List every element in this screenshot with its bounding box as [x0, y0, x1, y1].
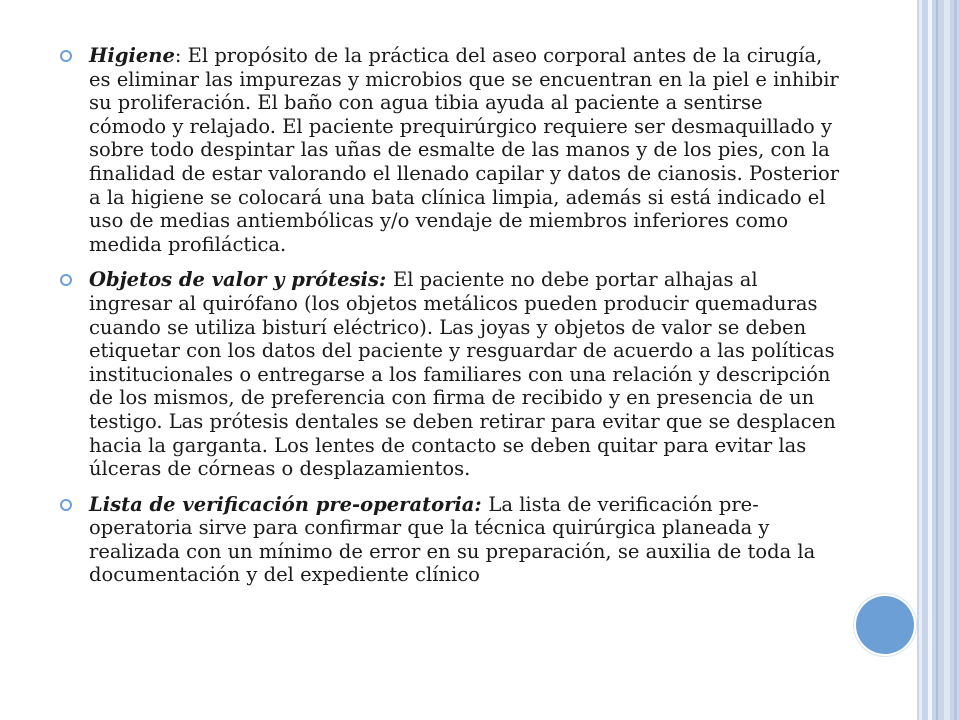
term-label: Lista de verificación pre-operatoria — [89, 492, 475, 516]
bullet-ring-icon — [60, 499, 72, 511]
bullet-item-higiene — [60, 44, 840, 256]
slide-body — [60, 44, 840, 599]
decorative-circle — [856, 596, 914, 654]
frame-stripe — [936, 0, 938, 720]
item-text: El paciente no debe portar alhajas al ingresar al quirófano (los objetos metálicos pueden producir quemaduras cuando se utiliza bisturí eléctrico). Las joyas y objetos de valor se deben etiquetar con los datos del paciente y resguardar de acuerdo a las políticas institucionales o entregarse a los familiares con una relación y descripción de los mismos, de preferencia con firma de recibido y en presencia de un testigo. Las prótesis dentales se deben retirar para evitar que se desplacen hacia la garganta. Los lentes de contacto se deben quitar para evitar las úlceras de córneas o desplazamientos. — [89, 268, 836, 481]
item-text: El propósito de la práctica del aseo corporal antes de la cirugía, es eliminar las impurezas y microbios que se encuentran en la piel e inhibir su proliferación. El baño con agua tibia ayuda al paciente a sentirse cómodo y relajado. El paciente prequirúrgico requiere ser desmaquillado y sobre todo despintar las uñas de esmalte de las manos y de los pies, con la finalidad de estar valorando el llenado capilar y datos de cianosis. Posterior a la higiene se colocará una bata clínica limpia, además si está indicado el uso de medias antiembólicas y/o vendaje de miembros inferiores como medida profiláctica. — [89, 44, 840, 256]
frame-stripe — [954, 0, 957, 720]
item-text: La lista de verificación pre-operatoria sirve para confirmar que la técnica quirúrgica planeada y realizada con un mínimo de error en su preparación, se auxilia de toda la documentación y del expediente clínico — [89, 492, 816, 587]
term-label: Objetos de valor y prótesis — [89, 268, 379, 292]
term-separator: : — [474, 492, 489, 516]
bullet-ring-icon — [60, 50, 72, 62]
frame-stripe — [919, 0, 922, 720]
term-separator: : — [174, 44, 188, 67]
bullet-ring-icon — [60, 274, 72, 286]
bullet-item-lista — [60, 493, 840, 587]
term-separator: : — [378, 268, 393, 292]
term-label: Higiene — [89, 44, 175, 67]
bullet-item-objetos — [60, 268, 840, 480]
frame-stripe — [928, 0, 932, 720]
frame-stripe — [944, 0, 950, 720]
